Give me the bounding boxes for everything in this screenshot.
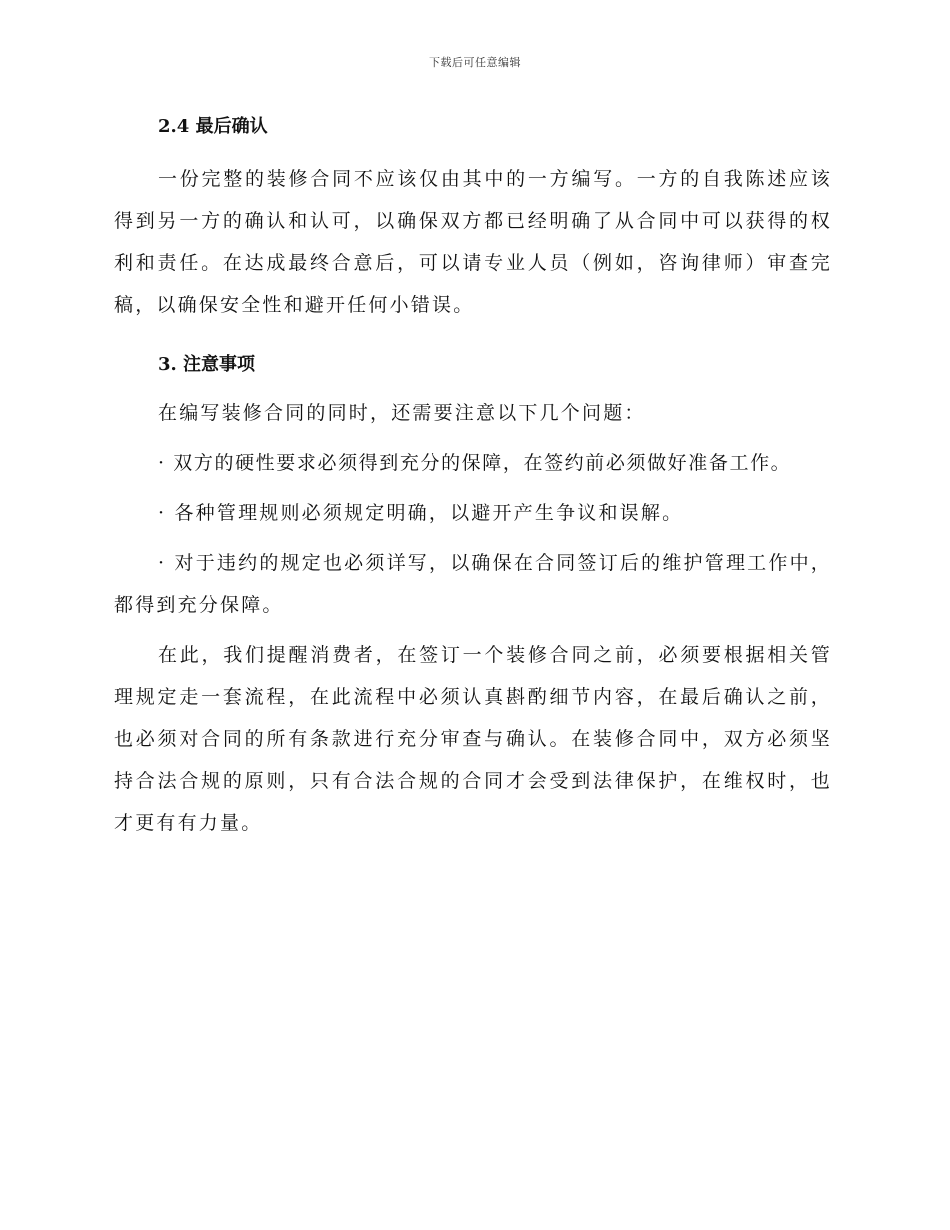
document-body — [114, 110, 832, 844]
paragraph-closing: 在此，我们提醒消费者，在签订一个装修合同之前，必须要根据相关管理规定走一套流程，在此流程中必须认真斟酌细节内容，在最后确认之前，也必须对合同的所有条款进行充分审查与确认。在装修合同中，双方必须坚持合法合规的原则，只有合法合规的合同才会受到法律保护，在维权时，也才更有有力量。 — [114, 644, 832, 834]
section-heading-notes: 3. 注意事项 — [158, 354, 256, 375]
bullet-item-requirements: · 双方的硬性要求必须得到充分的保障，在签约前必须做好准备工作。 — [158, 452, 792, 474]
paragraph-notes-intro: 在编写装修合同的同时，还需要注意以下几个问题： — [158, 402, 646, 424]
header-note: 下载后可任意编辑 — [429, 56, 521, 69]
bullet-item-breach-terms: · 对于违约的规定也必须详写，以确保在合同签订后的维护管理工作中，都得到充分保障。 — [114, 552, 832, 616]
paragraph-final-confirmation: 一份完整的装修合同不应该仅由其中的一方编写。一方的自我陈述应该得到另一方的确认和认可，以确保双方都已经明确了从合同中可以获得的权利和责任。在达成最终合意后，可以请专业人员（例如，咨询律师）审查完稿，以确保安全性和避开任何小错误。 — [114, 168, 832, 316]
bullet-item-management-rules: · 各种管理规则必须规定明确，以避开产生争议和误解。 — [158, 502, 684, 524]
section-heading-final-confirmation: 2.4 最后确认 — [158, 116, 268, 137]
